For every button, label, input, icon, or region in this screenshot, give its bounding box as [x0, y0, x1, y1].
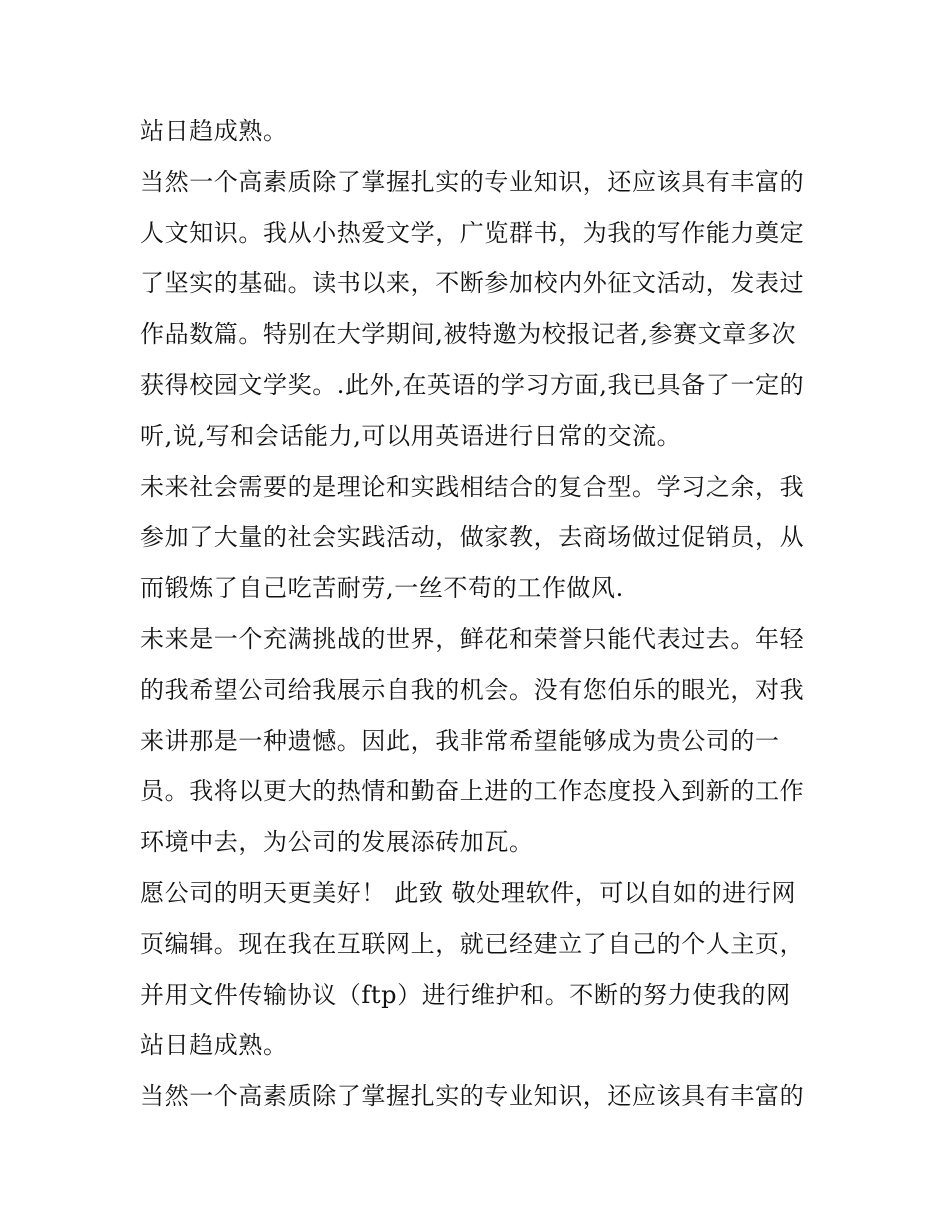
text-line-4: 了坚实的基础。读书以来，不断参加校内外征文活动，发表过	[140, 269, 805, 298]
text-line-16: 愿公司的明天更美好！ 此致 敬处理软件，可以自如的进行网	[140, 878, 797, 907]
text-line-14: 员。我将以更大的热情和勤奋上进的工作态度投入到新的工作	[140, 777, 805, 806]
text-line-18: 并用文件传输协议（ftp）进行维护和。不断的努力使我的网	[140, 980, 791, 1009]
text-line-5: 作品数篇。特别在大学期间,被特邀为校报记者,参赛文章多次	[140, 320, 797, 349]
text-line-10: 而锻炼了自己吃苦耐劳,一丝不苟的工作做风.	[140, 574, 624, 603]
text-line-2: 当然一个高素质除了掌握扎实的专业知识，还应该具有丰富的	[140, 167, 805, 196]
document-body	[140, 106, 820, 1122]
text-line-9: 参加了大量的社会实践活动，做家教，去商场做过促销员，从	[140, 523, 805, 552]
text-line-15: 环境中去，为公司的发展添砖加瓦。	[140, 828, 534, 857]
text-line-19: 站日趋成熟。	[140, 1031, 288, 1060]
text-line-1: 站日趋成熟。	[140, 117, 288, 145]
text-line-3: 人文知识。我从小热爱文学，广览群书，为我的写作能力奠定	[140, 218, 805, 247]
text-line-11: 未来是一个充满挑战的世界，鲜花和荣誉只能代表过去。年轻	[140, 624, 805, 653]
text-line-13: 来讲那是一种遗憾。因此，我非常希望能够成为贵公司的一	[140, 726, 780, 755]
text-line-8: 未来社会需要的是理论和实践相结合的复合型。学习之余，我	[140, 472, 805, 501]
text-line-12: 的我希望公司给我展示自我的机会。没有您伯乐的眼光，对我	[140, 675, 805, 704]
text-line-7: 听,说,写和会话能力,可以用英语进行日常的交流。	[140, 421, 682, 450]
text-line-20: 当然一个高素质除了掌握扎实的专业知识，还应该具有丰富的	[140, 1082, 805, 1111]
text-line-17: 页编辑。现在我在互联网上，就已经建立了自己的个人主页，	[140, 929, 805, 958]
text-line-6: 获得校园文学奖。.此外,在英语的学习方面,我已具备了一定的	[140, 370, 805, 399]
